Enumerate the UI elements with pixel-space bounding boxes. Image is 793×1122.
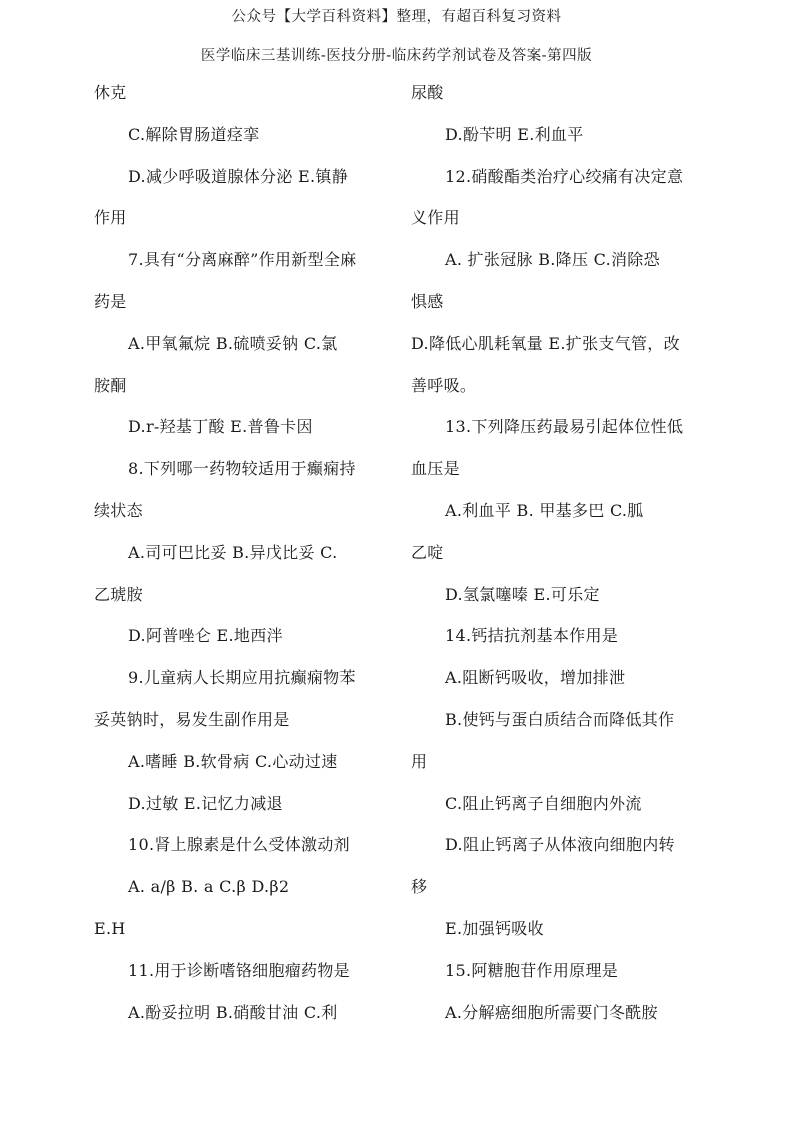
right-column <box>411 82 711 1043</box>
text-line: D.阻止钙离子从体液向细胞内转 <box>445 835 675 855</box>
text-line: 义作用 <box>411 208 460 228</box>
text-line: D.过敏 E.记忆力减退 <box>128 793 283 813</box>
text-line: 7.具有“分离麻醉”作用新型全麻 <box>128 250 357 270</box>
text-line: 尿酸 <box>411 83 444 102</box>
text-line: 善呼吸。 <box>411 375 477 395</box>
text-line: 11.用于诊断嗜铬细胞瘤药物是 <box>128 960 350 980</box>
text-line: D.r-羟基丁酸 E.普鲁卡因 <box>128 417 313 437</box>
text-line: A. 扩张冠脉 B.降压 C.消除恐 <box>445 250 660 270</box>
text-line: 惧感 <box>411 291 444 311</box>
text-line: A.利血平 B. 甲基多巴 C.胍 <box>445 500 644 520</box>
text-line: D.阿普唑仑 E.地西泮 <box>128 626 283 646</box>
text-line: 移 <box>411 877 428 897</box>
text-line: 妥英钠时，易发生副作用是 <box>94 709 290 729</box>
text-line: 用 <box>411 751 428 771</box>
text-line: C.解除胃肠道痉挛 <box>128 124 260 144</box>
text-line: A.甲氧氟烷 B.硫喷妥钠 C.氯 <box>128 333 338 353</box>
text-line: 10.肾上腺素是什么受体激动剂 <box>128 835 350 855</box>
text-line: 15.阿糖胞苷作用原理是 <box>445 960 619 980</box>
text-line: A.司可巴比妥 B.异戊比妥 C. <box>128 542 338 562</box>
text-line: 药是 <box>94 291 127 311</box>
text-line: A.分解癌细胞所需要门冬酰胺 <box>445 1002 658 1022</box>
text-line: 乙啶 <box>411 542 444 562</box>
page-header-source: 公众号【大学百科资料】整理，有超百科复习资料 <box>231 9 562 25</box>
text-line: D.降低心肌耗氧量 E.扩张支气管，改 <box>411 333 680 353</box>
text-line: A.阻断钙吸收，增加排泄 <box>445 668 626 688</box>
text-line: 14.钙拮抗剂基本作用是 <box>445 626 619 646</box>
text-line: D.氢氯噻嗪 E.可乐定 <box>445 584 600 604</box>
text-line: B.使钙与蛋白质结合而降低其作 <box>445 709 675 729</box>
text-line: E.H <box>94 918 126 938</box>
page-title: 医学临床三基训练-医技分册-临床药学剂试卷及答案-第四版 <box>200 48 593 64</box>
left-column <box>94 82 394 1043</box>
text-line: D.酚苄明 E.利血平 <box>445 124 584 144</box>
text-line: 胺酮 <box>94 375 127 395</box>
text-line: 12.硝酸酯类治疗心绞痛有决定意 <box>445 166 684 186</box>
text-line: C.阻止钙离子自细胞内外流 <box>445 793 642 813</box>
text-line: 乙琥胺 <box>94 584 143 604</box>
text-line: A.嗜睡 B.软骨病 C.心动过速 <box>128 751 338 771</box>
text-line: 作用 <box>94 208 127 228</box>
text-line: 休克 <box>94 83 127 102</box>
text-line: A. a/β B. a C.β D.β2 <box>128 877 290 897</box>
text-line: 9.儿童病人长期应用抗癫痫物苯 <box>128 668 356 688</box>
text-line: 血压是 <box>411 459 460 479</box>
text-line: 13.下列降压药最易引起体位性低 <box>445 417 684 437</box>
text-line: E.加强钙吸收 <box>445 918 544 938</box>
text-line: 8.下列哪一药物较适用于癫痫持 <box>128 459 356 479</box>
text-line: A.酚妥拉明 B.硝酸甘油 C.利 <box>128 1002 338 1022</box>
text-line: D.减少呼吸道腺体分泌 E.镇静 <box>128 166 348 186</box>
text-line: 续状态 <box>94 500 143 520</box>
